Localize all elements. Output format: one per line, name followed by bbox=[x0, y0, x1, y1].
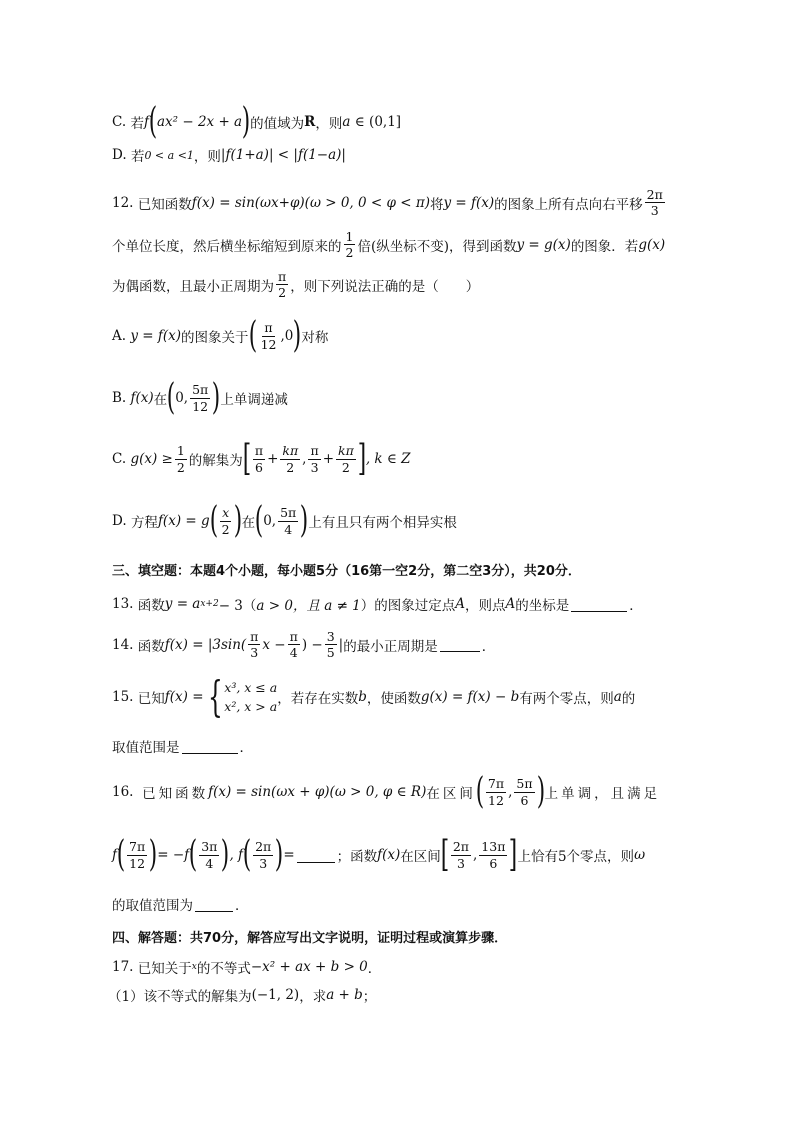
piecewise-cases: x³, x ≤ a x², x > a bbox=[224, 679, 278, 714]
question-12-line-2: 个单位长度，然后横坐标缩短到原来的 $\frac{1}{2}$ 倍(纵坐标不变)，得到函数 y = g(x) 的图象．若 g(x) bbox=[112, 229, 666, 261]
option-11c: C. 若 f ( ax² − 2x + a ) 的值域为 R ，则 a ∈ (0,1] bbox=[112, 101, 402, 142]
half-fraction: $\frac{1}{2}$ bbox=[345, 229, 354, 261]
answer-blank[interactable] bbox=[440, 637, 480, 652]
answer-blank[interactable] bbox=[571, 597, 627, 612]
option-12b: B. f(x) 在 ( 0, $\frac{5\pi}{12}$ ) 上单调递减 bbox=[112, 377, 288, 418]
answer-blank[interactable] bbox=[195, 897, 233, 912]
option-12a: A. y = f(x) 的图象关于 ( $\frac{\pi}{12}$ ,0 ) 对称 bbox=[112, 315, 329, 356]
answer-blank[interactable] bbox=[297, 848, 335, 863]
question-17-part-1: （1）该不等式的解集为 (−1, 2) ，求 a + b ； bbox=[108, 987, 377, 1005]
question-14: 14. 函数 f(x) = |3sin( $\frac{\pi}{3}$ x − $\frac{\pi}{4}$ ) − $\frac{3}{5}$ | 的最小正周期是 ． bbox=[112, 629, 496, 661]
question-13: 13. 函数 y = a x+2 − 3（ a > 0，且 a ≠ 1 ）的图象过定点 A ，则点 A 的坐标是 ． bbox=[112, 596, 643, 614]
question-16-line-2: f ( $\frac{7\pi}{12}$ ) = −f ( $\frac{3\pi}{4}$ ) , f ( $\frac{2\pi}{3}$ ) = ；函数 f(x) 在区间 [ $\frac{2\pi}{3}$ , $\frac{13\pi}{6}$ ] 上恰有5个零点，则 ω bbox=[112, 834, 646, 875]
question-12-line-3: 为偶函数，且最小正周期为 $\frac{\pi}{2}$ ，则下列说法正确的是（ ） bbox=[112, 269, 480, 301]
question-15-line-2: 取值范围是 ． bbox=[112, 740, 253, 756]
question-15-line-1: 15. 已知 f(x) = { x³, x ≤ a x², x > a ，若存在实数 b ，使函数 g(x) = f(x) − b 有两个零点，则 a 的 bbox=[112, 672, 636, 721]
section-4-heading: 四、解答题：共70分，解答应写出文字说明，证明过程或演算步骤． bbox=[112, 931, 508, 946]
question-17: 17. 已知关于 x 的不等式 −x² + ax + b > 0 ． bbox=[112, 959, 382, 977]
option-11d: D. 若 0 < a <1 ，则 |f(1+a)| < |f(1−a)| bbox=[112, 147, 346, 165]
question-16-line-3: 的取值范围为 ． bbox=[112, 898, 249, 914]
answer-blank[interactable] bbox=[182, 739, 238, 754]
question-12-line-1: 12. 已知函数 f(x) = sin(ωx+φ)(ω > 0, 0 < φ < π) 将 y = f(x) 的图象上所有点向右平移 $\frac{2\pi}{3}$ bbox=[112, 187, 663, 219]
option-12d: D. 方程 f(x) = g ( $\frac{x}{2}$ ) 在 ( 0, $\frac{5\pi}{4}$ ) 上有且只有两个相异实根 bbox=[112, 500, 457, 541]
period-fraction: $\frac{\pi}{2}$ bbox=[278, 269, 287, 301]
question-16-line-1: 16. 已知函数 f(x) = sin(ωx + φ)(ω > 0, φ ∈ R) 在区间 ( $\frac{7\pi}{12}$ , $\frac{5\pi}{6}$ ) 上单调，且满足 bbox=[112, 771, 661, 812]
section-3-heading: 三、填空题：本题4个小题，每小题5分（16第一空2分，第二空3分），共20分． bbox=[112, 564, 581, 579]
shift-fraction: $\frac{2\pi}{3}$ bbox=[646, 187, 663, 219]
option-12c: C. g(x) ≥ $\frac{1}{2}$ 的解集为 [ $\frac{\pi}{6}$ + $\frac{k\pi}{2}$ , $\frac{\pi}{3}$ + $\frac{k\pi}{2}$ ] , k ∈ Z bbox=[112, 438, 411, 479]
